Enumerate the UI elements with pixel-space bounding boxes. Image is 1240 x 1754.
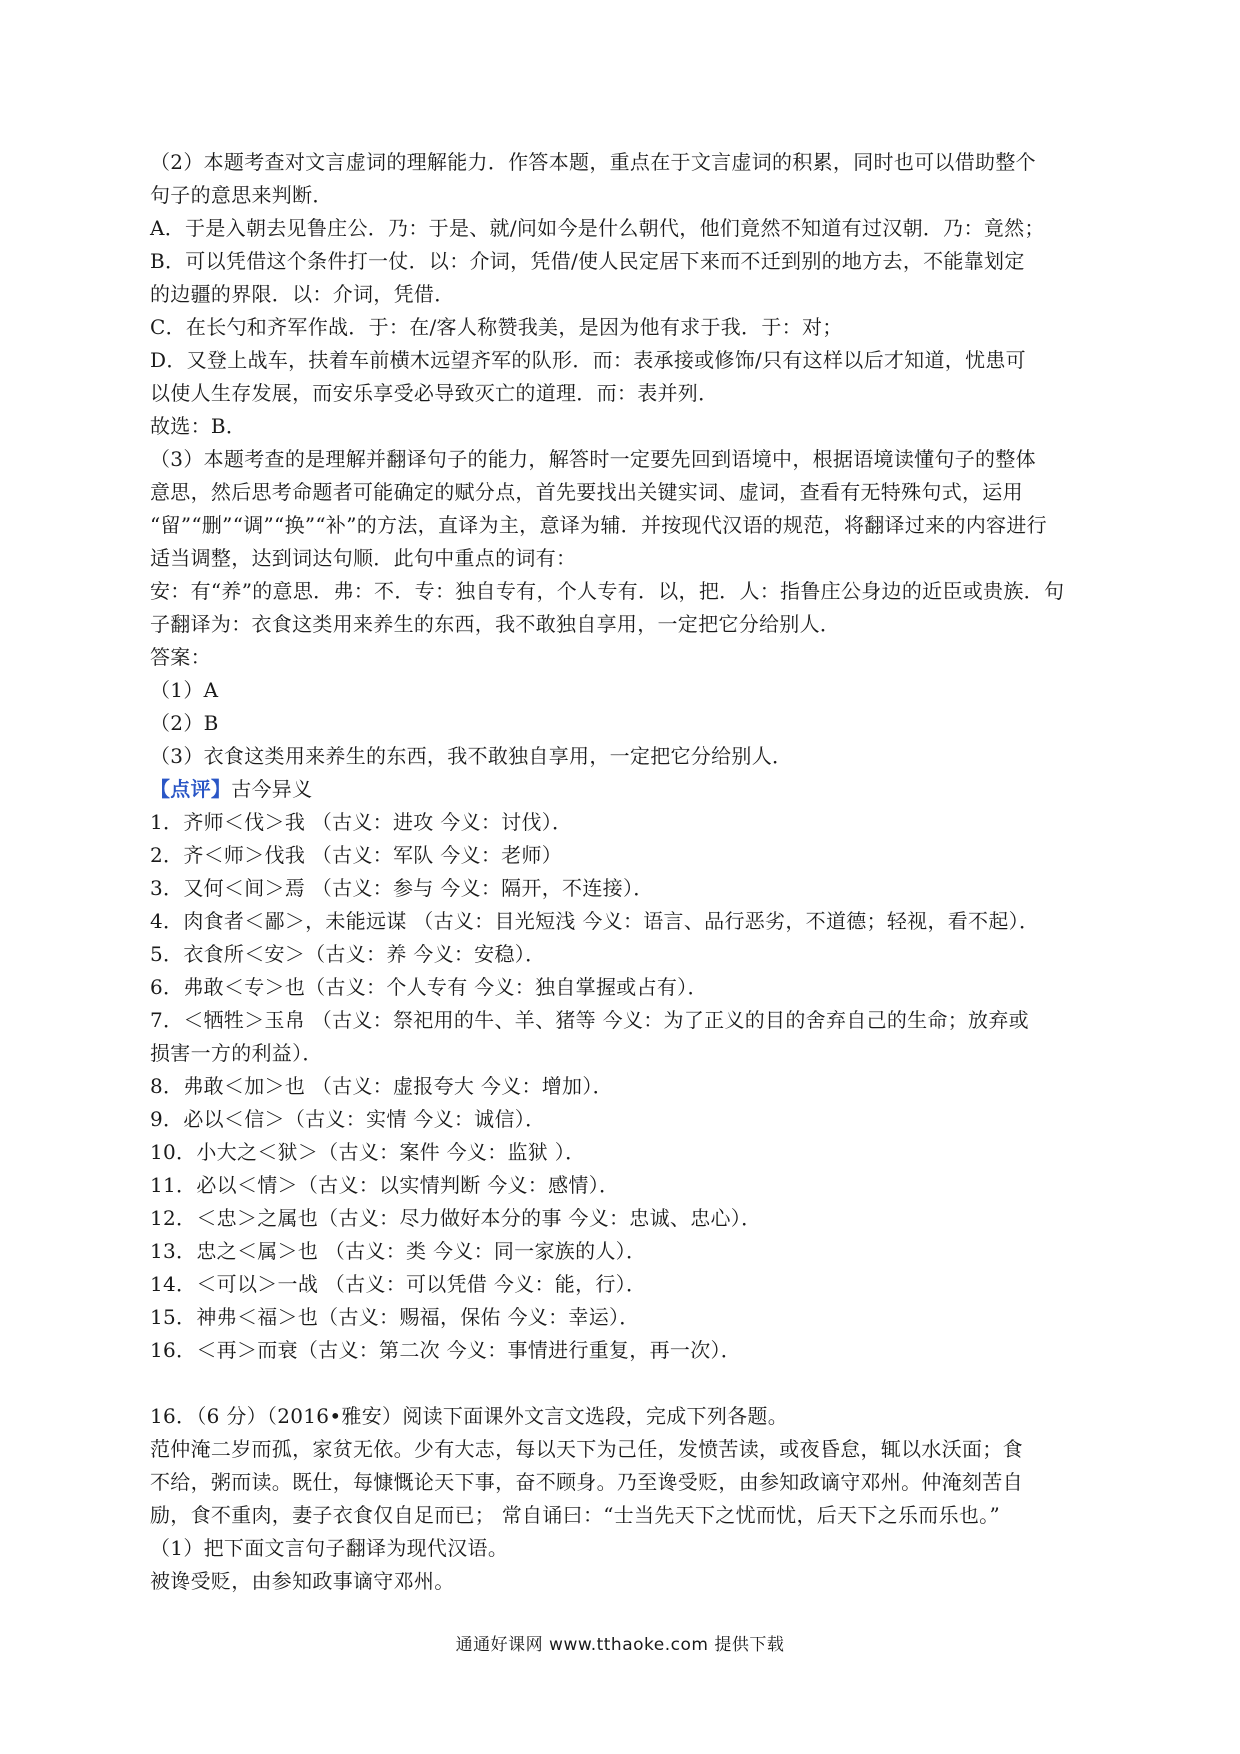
list-item: 16．＜再＞而衰（古义：第二次 今义：事情进行重复，再一次）． <box>150 1338 742 1362</box>
section-spacer <box>150 1367 1105 1400</box>
text-line: （3）本题考查的是理解并翻译句子的能力，解答时一定要先回到语境中，根据语境读懂句子的整体 <box>150 447 1036 471</box>
text-line: （1）把下面文言句子翻译为现代汉语。 <box>150 1536 509 1560</box>
text-line: 故选：B． <box>150 414 247 438</box>
list-item: 11．必以＜情＞（古义：以实情判断 今义：感情）． <box>150 1173 620 1197</box>
text-line: 被谗受贬，由参知政事谪守邓州。 <box>150 1569 455 1593</box>
list-item: 2．齐＜师＞伐我 （古义：军队 今义：老师） <box>150 843 563 867</box>
list-item: 3．又何＜间＞焉 （古义：参与 今义：隔开，不连接）． <box>150 876 654 900</box>
text-line: 范仲淹二岁而孤，家贫无依。少有大志，每以天下为己任，发愤苦读，或夜昏怠，辄以水沃面；食 <box>150 1437 1023 1461</box>
list-item: 4．肉食者＜鄙＞，未能远谋 （古义：目光短浅 今义：语言、品行恶劣，不道德；轻视，看不起）． <box>150 909 1040 933</box>
list-item: 7．＜牺牲＞玉帛 （古义：祭祀用的牛、羊、猪等 今义：为了正义的目的舍弃自己的生命；放弃或 <box>150 1008 1029 1032</box>
question-heading: 16．（6 分）（2016•雅安）阅读下面课外文言文选段，完成下列各题。 <box>150 1404 789 1428</box>
text-line: C．在长勺和齐军作战．于：在/客人称赞我美，是因为他有求于我．于：对； <box>150 315 843 339</box>
text-line: 励，食不重肉，妻子衣食仅自足而已； 常自诵曰：“士当先天下之忧而忧，后天下之乐而乐也。” <box>150 1503 1001 1527</box>
text-line: 意思，然后思考命题者可能确定的赋分点，首先要找出关键实词、虚词，查看有无特殊句式，运用 <box>150 480 1023 504</box>
text-line: “留”“删”“调”“换”“补”的方法，直译为主，意译为辅．并按现代汉语的规范，将翻译过来的内容进行 <box>150 513 1047 537</box>
list-item: 12．＜忠＞之属也（古义：尽力做好本分的事 今义：忠诚、忠心）． <box>150 1206 762 1230</box>
text-line: 答案： <box>150 645 211 669</box>
question-16-section <box>150 1400 1105 1598</box>
list-item: 13．忠之＜属＞也 （古义：类 今义：同一家族的人）． <box>150 1239 647 1263</box>
list-item: 5．衣食所＜安＞（古义：养 今义：安稳）． <box>150 942 546 966</box>
list-item: 8．弗敢＜加＞也 （古义：虚报夸大 今义：增加）． <box>150 1074 613 1098</box>
comment-section <box>150 773 1105 1367</box>
text-line: 安：有“养”的意思．弗：不．专：独自专有，个人专有．以，把．人：指鲁庄公身边的近臣或贵族．句 <box>150 579 1065 603</box>
text-line: B．可以凭借这个条件打一仗．以：介词，凭借/使人民定居下来而不迁到别的地方去，不能靠划定 <box>150 249 1025 273</box>
text-line: （1）A <box>150 678 219 702</box>
text-line: （3）衣食这类用来养生的东西，我不敢独自享用，一定把它分给别人． <box>150 744 793 768</box>
page-footer: 通通好课网 www.tthaoke.com 提供下载 <box>455 1635 785 1655</box>
text-line: 适当调整，达到词达句顺．此句中重点的词有： <box>150 546 577 570</box>
text-line: 的边疆的界限．以：介词，凭借． <box>150 282 455 306</box>
list-item: 14．＜可以＞一战 （古义：可以凭借 今义：能，行）． <box>150 1272 647 1296</box>
text-line: A．于是入朝去见鲁庄公．乃：于是、就/问如今是什么朝代，他们竟然不知道有过汉朝．乃：竟然； <box>150 216 1045 240</box>
text-line: （2）B <box>150 711 219 735</box>
comment-title: 古今异义 <box>231 777 313 801</box>
answer-explanation-section <box>150 146 1105 773</box>
document-body <box>150 146 1105 1598</box>
list-item: 15．神弗＜福＞也（古义：赐福，保佑 今义：幸运）． <box>150 1305 640 1329</box>
list-item: 损害一方的利益）． <box>150 1041 323 1065</box>
text-line: 子翻译为：衣食这类用来养生的东西，我不敢独自享用，一定把它分给别人． <box>150 612 841 636</box>
comment-label: 【点评】 <box>150 777 232 801</box>
list-item: 10．小大之＜狱＞（古义：案件 今义：监狱 ）． <box>150 1140 586 1164</box>
text-line: 以使人生存发展，而安乐享受必导致灭亡的道理．而：表并列． <box>150 381 719 405</box>
comment-heading <box>150 773 1105 806</box>
list-item: 6．弗敢＜专＞也（古义：个人专有 今义：独自掌握或占有）． <box>150 975 708 999</box>
text-line: 句子的意思来判断． <box>150 183 333 207</box>
text-line: 不给，粥而读。既仕，每慷慨论天下事，奋不顾身。乃至谗受贬，由参知政谪守邓州。仲淹刻苦自 <box>150 1470 1023 1494</box>
text-line: （2）本题考查对文言虚词的理解能力．作答本题，重点在于文言虚词的积累，同时也可以借助整个 <box>150 150 1036 174</box>
text-line: D．又登上战车，扶着车前横木远望齐军的队形．而：表承接或修饰/只有这样以后才知道，忧患可 <box>150 348 1026 372</box>
list-item: 1．齐师＜伐＞我 （古义：进攻 今义：讨伐）． <box>150 810 573 834</box>
list-item: 9．必以＜信＞（古义：实情 今义：诚信）． <box>150 1107 546 1131</box>
